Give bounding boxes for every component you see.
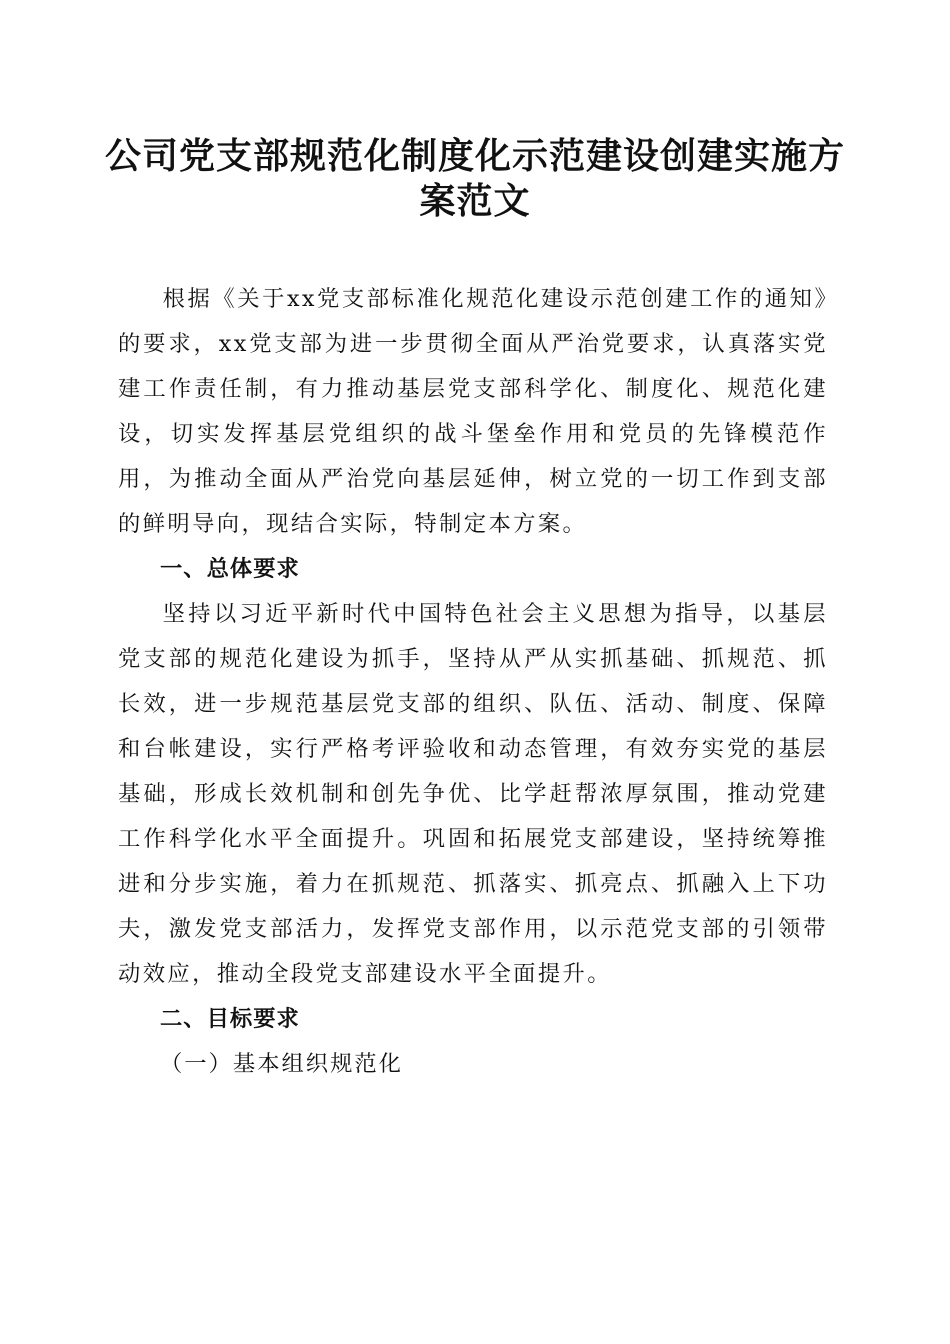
intro-paragraph: 根据《关于xx党支部标准化规范化建设示范创建工作的通知》的要求，xx党支部为进一步贯彻全面从严治党要求，认真落实党建工作责任制，有力推动基层党支部科学化、制度化、规范化建设，切实发挥基层党组织的战斗堡垒作用和党员的先锋模范作用，为推动全面从严治党向基层延伸，树立党的一切工作到支部的鲜明导向，现结合实际，特制定本方案。 xyxy=(118,286,828,537)
document-title: 公司党支部规范化制度化示范建设创建实施方案范文 xyxy=(104,135,845,222)
section-heading-general-requirements: 一、总体要求 xyxy=(160,556,300,582)
section-heading-target-requirements: 二、目标要求 xyxy=(160,1006,300,1032)
subsection-heading-basic-organization: （一）基本组织规范化 xyxy=(160,1051,403,1077)
general-requirements-paragraph: 坚持以习近平新时代中国特色社会主义思想为指导，以基层党支部的规范化建设为抓手，坚持从严从实抓基础、抓规范、抓长效，进一步规范基层党支部的组织、队伍、活动、制度、保障和台帐建设，实行严格考评验收和动态管理，有效夯实党的基层基础，形成长效机制和创先争优、比学赶帮浓厚氛围，推动党建工作科学化水平全面提升。巩固和拓展党支部建设，坚持统筹推进和分步实施，着力在抓规范、抓落实、抓亮点、抓融入上下功夫，激发党支部活力，发挥党支部作用，以示范党支部的引领带动效应，推动全段党支部建设水平全面提升。 xyxy=(118,601,828,987)
document-body xyxy=(118,277,828,1087)
